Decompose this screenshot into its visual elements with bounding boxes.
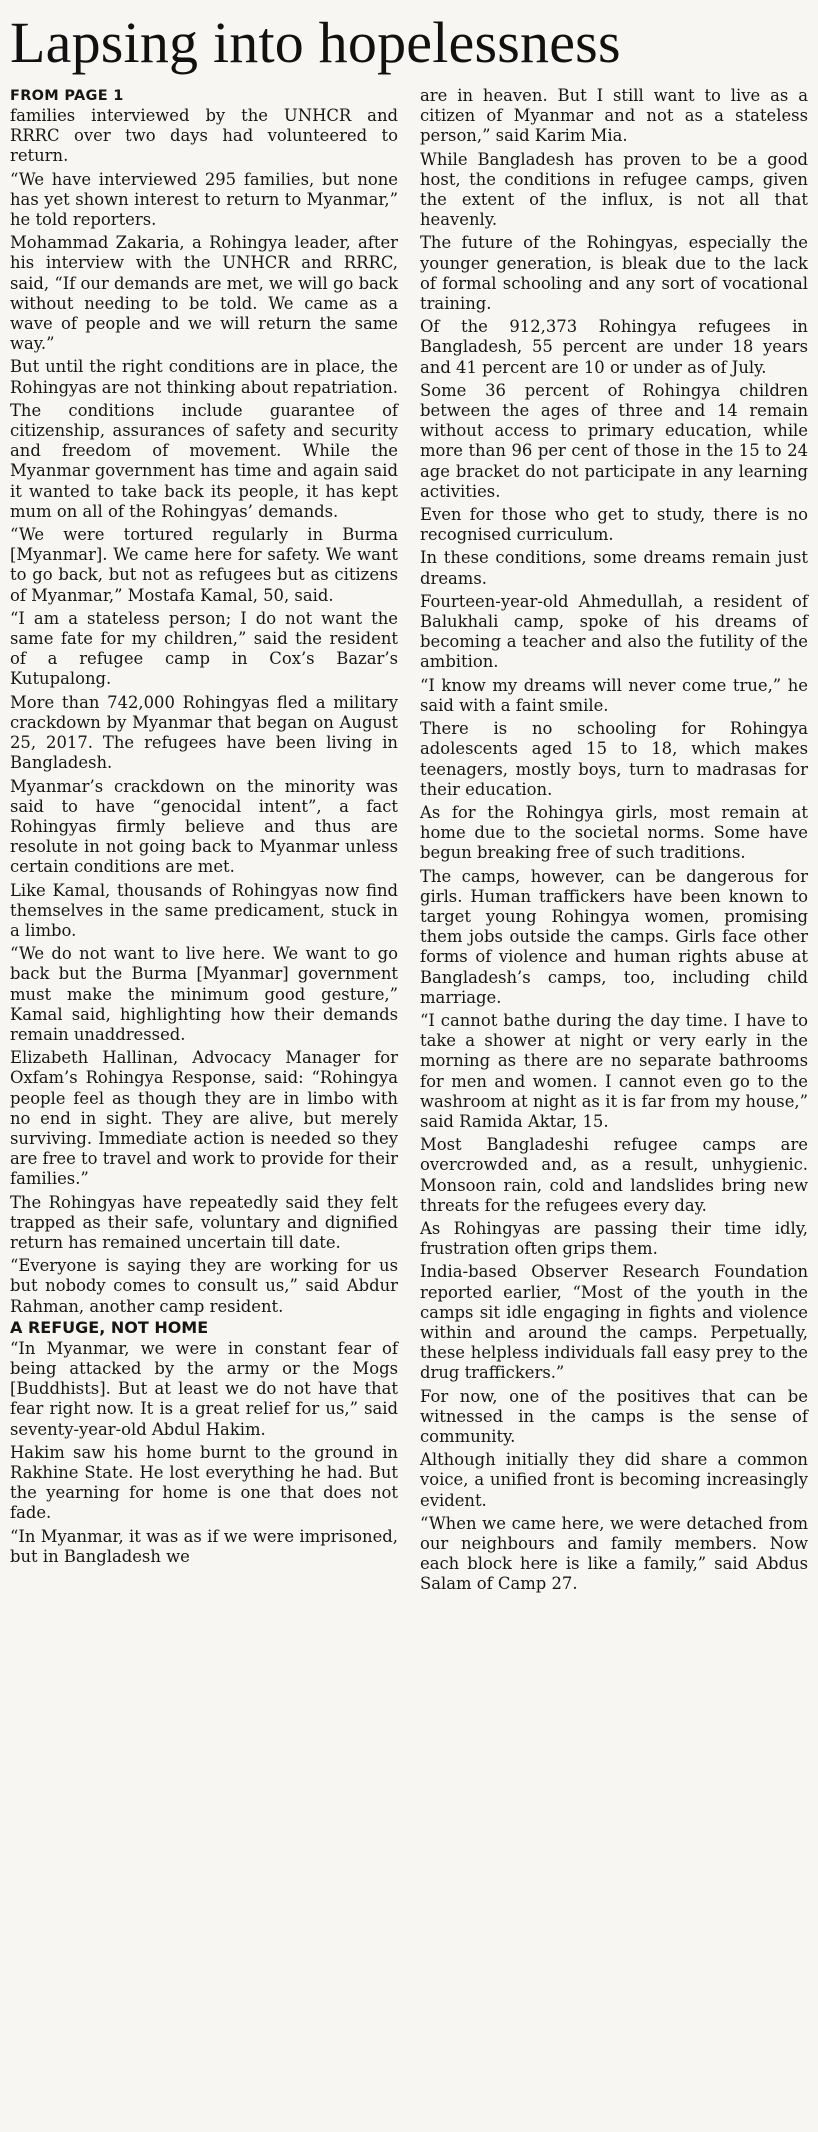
paragraph: “I am a stateless person; I do not want the same fate for my children,” said the resident of a refugee camp in Cox’s Bazar’s Kutupalong.: [10, 608, 398, 689]
paragraph: “I cannot bathe during the day time. I have to take a shower at night or very early in the morning as there are no separate bathrooms for men and women. I cannot even go to the washroom at night as it is far from my house,” said Ramida Aktar, 15.: [420, 1010, 808, 1131]
paragraph: Hakim saw his home burnt to the ground in Rakhine State. He lost everything he had. But the yearning for home is one that does not fade.: [10, 1442, 398, 1523]
left-paragraphs: [10, 106, 398, 1317]
paragraph: The future of the Rohingyas, especially the younger generation, is bleak due to the lack of formal schooling and any sort of vocational training.: [420, 233, 808, 314]
paragraph: More than 742,000 Rohingyas fled a military crackdown by Myanmar that began on August 25, 2017. The refugees have been living in Bangladesh.: [10, 692, 398, 773]
paragraph: But until the right conditions are in place, the Rohingyas are not thinking about repatriation.: [10, 357, 399, 397]
paragraph: Fourteen-year-old Ahmedullah, a resident of Balukhali camp, spoke of his dreams of becoming a teacher and also the futility of the ambition.: [420, 591, 808, 672]
paragraph: The camps, however, can be dangerous for girls. Human traffickers have been known to target young Rohingya women, promising them jobs outside the camps. Girls face other forms of violence and human rights abuse at Bangladesh’s camps, too, including child marriage.: [420, 866, 808, 1007]
paragraph: As Rohingyas are passing their time idly, frustration often grips them.: [420, 1218, 808, 1259]
left-column: [10, 86, 398, 1595]
paragraph: Although initially they did share a common voice, a unified front is becoming increasingly evident.: [420, 1450, 808, 1510]
paragraph: As for the Rohingya girls, most remain at home due to the societal norms. Some have begun breaking free of such traditions.: [420, 802, 808, 863]
paragraph: In these conditions, some dreams remain just dreams.: [420, 548, 808, 588]
paragraph: “Everyone is saying they are working for us but nobody comes to consult us,” said Abdur Rahman, another camp resident.: [10, 1256, 398, 1316]
article-body: [10, 86, 808, 1595]
paragraph: families interviewed by the UNHCR and RRRC over two days had volunteered to return.: [10, 106, 398, 166]
subhead: A REFUGE, NOT HOME: [10, 1317, 209, 1337]
paragraph: Like Kamal, thousands of Rohingyas now find themselves in the same predicament, stuck in a limbo.: [10, 880, 398, 940]
paragraph: “In Myanmar, it was as if we were imprisoned, but in Bangladesh we: [10, 1526, 398, 1566]
paragraph: Most Bangladeshi refugee camps are overcrowded and, as a result, unhygienic. Monsoon rain, cold and landslides bring new threats for the refugees every day.: [420, 1135, 808, 1215]
paragraph: Some 36 percent of Rohingya children between the ages of three and 14 remain without access to primary education, while more than 96 per cent of those in the 15 to 24 age bracket do not participate in any learning activities.: [420, 380, 808, 501]
paragraph: Of the 912,373 Rohingya refugees in Bangladesh, 55 percent are under 18 years and 41 percent are 10 or under as of July.: [420, 317, 808, 377]
paragraph: are in heaven. But I still want to live as a citizen of Myanmar and not as a stateless person,” said Karim Mia.: [420, 86, 808, 146]
paragraph: The conditions include guarantee of citizenship, assurances of safety and security and freedom of movement. While the Myanmar government has time and again said it wanted to take back its people, it has kept mum on all of the Rohingyas’ demands.: [10, 400, 398, 521]
paragraph: “When we came here, we were detached from our neighbours and family members. Now each block here is like a family,” said Abdus Salam of Camp 27.: [420, 1513, 808, 1594]
paragraph: “In Myanmar, we were in constant fear of being attacked by the army or the Mogs [Buddhists]. But at least we do not have that fear right now. It is a great relief for us,” said seventy-year-old Abdul Hakim.: [10, 1338, 398, 1439]
paragraph: While Bangladesh has proven to be a good host, the conditions in refugee camps, given the extent of the influx, is not all that heavenly.: [420, 149, 808, 230]
paragraph: Myanmar’s crackdown on the minority was said to have “genocidal intent”, a fact Rohingyas firmly believe and thus are resolute in not going back to Myanmar unless certain conditions are met.: [10, 776, 398, 877]
paragraph: For now, one of the positives that can be witnessed in the camps is the sense of community.: [420, 1386, 808, 1446]
paragraph: “We have interviewed 295 families, but none has yet shown interest to return to Myanmar,” he told reporters.: [10, 169, 398, 230]
paragraph: There is no schooling for Rohingya adolescents aged 15 to 18, which makes teenagers, mostly boys, turn to madrasas for their education.: [420, 719, 808, 799]
kicker: FROM PAGE 1: [10, 88, 124, 104]
paragraph: Mohammad Zakaria, a Rohingya leader, after his interview with the UNHCR and RRRC, said, “If our demands are met, we will go back without needing to be told. We came as a wave of people and we will return the same way.”: [10, 233, 398, 354]
right-column: [420, 86, 808, 1595]
paragraph: “We were tortured regularly in Burma [Myanmar]. We came here for safety. We want to go back, but not as refugees but as citizens of Myanmar,” Mostafa Kamal, 50, said.: [10, 525, 398, 605]
paragraph: The Rohingyas have repeatedly said they felt trapped as their safe, voluntary and dignified return has remained uncertain till date.: [10, 1192, 398, 1252]
paragraph: Even for those who get to study, there is no recognised curriculum.: [420, 505, 808, 545]
left-paragraphs-after-subhead: [10, 1339, 398, 1567]
paragraph: India-based Observer Research Foundation reported earlier, “Most of the youth in the camps sit idle engaging in fights and violence within and around the camps. Perpetually, these helpless individuals fall easy prey to the drug traffickers.”: [420, 1262, 808, 1383]
right-paragraphs: [420, 86, 808, 1595]
paragraph: Elizabeth Hallinan, Advocacy Manager for Oxfam’s Rohingya Response, said: “Rohingya people feel as though they are in limbo with no end in sight. They are alive, but merely surviving. Immediate action is needed so they are free to travel and work to provide for their families.”: [10, 1048, 398, 1189]
paragraph: “I know my dreams will never come true,” he said with a faint smile.: [420, 675, 808, 715]
headline: Lapsing into hopelessness: [10, 10, 621, 75]
paragraph: “We do not want to live here. We want to go back but the Burma [Myanmar] government must make the minimum good gesture,” Kamal said, highlighting how their demands remain unaddressed.: [10, 944, 398, 1044]
